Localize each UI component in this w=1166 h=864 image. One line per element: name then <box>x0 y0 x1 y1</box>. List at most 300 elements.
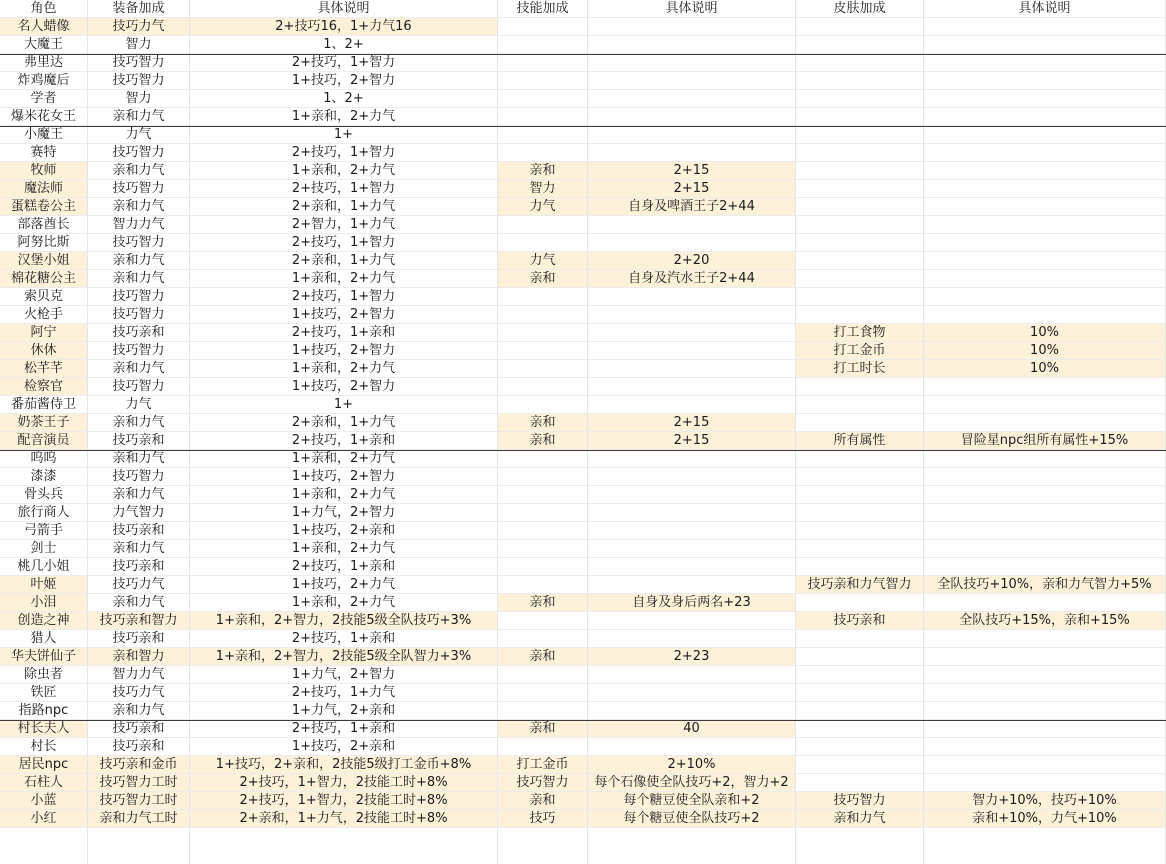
cell-skin-details[interactable] <box>924 630 1166 648</box>
cell-skin-bonus[interactable]: 亲和力气 <box>796 810 924 828</box>
cell-equipment-details[interactable]: 1+技巧，2+智力 <box>190 72 498 90</box>
cell-skill-bonus[interactable] <box>498 108 588 126</box>
cell-equipment-details[interactable]: 1+亲和，2+力气 <box>190 162 498 180</box>
cell-skin-details[interactable] <box>924 108 1166 126</box>
cell-role[interactable]: 番茄酱侍卫 <box>0 396 88 414</box>
cell-equipment-details[interactable]: 1+力气，2+智力 <box>190 504 498 522</box>
cell-skin-bonus[interactable] <box>796 378 924 396</box>
cell-equipment-bonus[interactable]: 技巧智力 <box>88 180 190 198</box>
cell-skill-details[interactable] <box>588 450 796 468</box>
cell-role[interactable]: 爆米花女王 <box>0 108 88 126</box>
cell-equipment-details[interactable]: 1+亲和，2+力气 <box>190 540 498 558</box>
cell-equipment-bonus[interactable]: 亲和力气 <box>88 540 190 558</box>
cell-skill-details[interactable] <box>588 18 796 36</box>
cell-equipment-details[interactable]: 2+技巧，1+智力 <box>190 54 498 72</box>
cell-skill-details[interactable] <box>588 684 796 702</box>
cell-skill-details[interactable]: 2+23 <box>588 648 796 666</box>
cell-skin-bonus[interactable]: 技巧智力 <box>796 792 924 810</box>
cell-skill-details[interactable] <box>588 666 796 684</box>
cell-equipment-bonus[interactable]: 技巧智力工时 <box>88 792 190 810</box>
cell-equipment-details[interactable]: 1+技巧，2+亲和 <box>190 738 498 756</box>
cell-skill-bonus[interactable]: 技巧 <box>498 810 588 828</box>
cell-skill-details[interactable] <box>588 468 796 486</box>
cell-skill-details[interactable] <box>588 396 796 414</box>
cell-skill-details[interactable] <box>588 738 796 756</box>
cell-skill-bonus[interactable] <box>498 126 588 144</box>
cell-skill-bonus[interactable] <box>498 522 588 540</box>
cell-equipment-details[interactable]: 1+亲和，2+力气 <box>190 108 498 126</box>
cell-role[interactable]: 奶茶王子 <box>0 414 88 432</box>
empty-cell[interactable] <box>0 828 88 864</box>
cell-equipment-details[interactable]: 2+技巧，1+亲和 <box>190 720 498 738</box>
header-cell-role[interactable]: 角色 <box>0 0 88 18</box>
cell-equipment-bonus[interactable]: 技巧智力 <box>88 54 190 72</box>
cell-skin-bonus[interactable] <box>796 594 924 612</box>
cell-skin-details[interactable] <box>924 396 1166 414</box>
cell-skin-details[interactable]: 智力+10%，技巧+10% <box>924 792 1166 810</box>
cell-skin-details[interactable] <box>924 180 1166 198</box>
cell-skin-details[interactable] <box>924 648 1166 666</box>
cell-skill-bonus[interactable]: 亲和 <box>498 432 588 450</box>
cell-role[interactable]: 小红 <box>0 810 88 828</box>
cell-role[interactable]: 牧师 <box>0 162 88 180</box>
cell-equipment-bonus[interactable]: 技巧智力 <box>88 144 190 162</box>
cell-role[interactable]: 呜呜 <box>0 450 88 468</box>
cell-skill-details[interactable] <box>588 306 796 324</box>
cell-equipment-details[interactable]: 1+技巧，2+亲和 <box>190 522 498 540</box>
cell-equipment-bonus[interactable]: 亲和力气 <box>88 414 190 432</box>
cell-equipment-bonus[interactable]: 技巧智力 <box>88 342 190 360</box>
cell-skin-details[interactable] <box>924 720 1166 738</box>
cell-skin-bonus[interactable] <box>796 108 924 126</box>
cell-skill-bonus[interactable] <box>498 54 588 72</box>
header-cell-equipment-bonus[interactable]: 装备加成 <box>88 0 190 18</box>
cell-skin-bonus[interactable] <box>796 162 924 180</box>
cell-skin-bonus[interactable] <box>796 414 924 432</box>
empty-cell[interactable] <box>588 828 796 864</box>
cell-equipment-details[interactable]: 1+技巧，2+智力 <box>190 378 498 396</box>
cell-skill-bonus[interactable] <box>498 504 588 522</box>
cell-skill-details[interactable]: 自身及汽水王子2+44 <box>588 270 796 288</box>
cell-role[interactable]: 村长夫人 <box>0 720 88 738</box>
cell-skin-bonus[interactable] <box>796 450 924 468</box>
cell-skin-details[interactable] <box>924 702 1166 720</box>
cell-skin-details[interactable] <box>924 252 1166 270</box>
cell-equipment-details[interactable]: 1+亲和，2+力气 <box>190 450 498 468</box>
cell-skin-details[interactable] <box>924 486 1166 504</box>
cell-equipment-details[interactable]: 1+力气，2+智力 <box>190 666 498 684</box>
cell-equipment-bonus[interactable]: 技巧智力 <box>88 288 190 306</box>
cell-skin-details[interactable] <box>924 198 1166 216</box>
cell-equipment-bonus[interactable]: 技巧亲和金币 <box>88 756 190 774</box>
cell-skin-details[interactable] <box>924 522 1166 540</box>
cell-skin-details[interactable] <box>924 540 1166 558</box>
cell-skill-details[interactable] <box>588 702 796 720</box>
cell-skill-bonus[interactable] <box>498 684 588 702</box>
header-cell-skin-details[interactable]: 具体说明 <box>924 0 1166 18</box>
cell-equipment-details[interactable]: 2+技巧，1+智力 <box>190 144 498 162</box>
cell-skill-bonus[interactable]: 亲和 <box>498 792 588 810</box>
cell-skin-details[interactable] <box>924 270 1166 288</box>
cell-role[interactable]: 骨头兵 <box>0 486 88 504</box>
cell-skin-bonus[interactable] <box>796 306 924 324</box>
cell-skill-bonus[interactable] <box>498 540 588 558</box>
cell-equipment-details[interactable]: 1+亲和，2+智力，2技能5级全队智力+3% <box>190 648 498 666</box>
cell-equipment-details[interactable]: 1+亲和，2+力气 <box>190 360 498 378</box>
cell-role[interactable]: 叶姬 <box>0 576 88 594</box>
cell-skill-bonus[interactable] <box>498 378 588 396</box>
cell-skill-details[interactable]: 自身及啤酒王子2+44 <box>588 198 796 216</box>
cell-skill-bonus[interactable]: 亲和 <box>498 162 588 180</box>
cell-skill-bonus[interactable] <box>498 612 588 630</box>
cell-role[interactable]: 创造之神 <box>0 612 88 630</box>
cell-skin-details[interactable] <box>924 450 1166 468</box>
cell-equipment-details[interactable]: 2+技巧，1+力气 <box>190 684 498 702</box>
empty-cell[interactable] <box>190 828 498 864</box>
cell-equipment-details[interactable]: 1+ <box>190 396 498 414</box>
cell-skin-bonus[interactable] <box>796 288 924 306</box>
cell-skill-details[interactable] <box>588 108 796 126</box>
cell-skill-bonus[interactable]: 亲和 <box>498 648 588 666</box>
cell-skill-bonus[interactable] <box>498 630 588 648</box>
cell-skill-bonus[interactable] <box>498 18 588 36</box>
cell-equipment-bonus[interactable]: 亲和力气 <box>88 360 190 378</box>
cell-skin-bonus[interactable] <box>796 180 924 198</box>
cell-equipment-details[interactable]: 2+技巧，1+亲和 <box>190 558 498 576</box>
cell-equipment-details[interactable]: 1、2+ <box>190 36 498 54</box>
cell-role[interactable]: 弓箭手 <box>0 522 88 540</box>
header-cell-equipment-details[interactable]: 具体说明 <box>190 0 498 18</box>
cell-skin-details[interactable] <box>924 774 1166 792</box>
cell-equipment-details[interactable]: 2+技巧，1+智力，2技能工时+8% <box>190 792 498 810</box>
cell-equipment-details[interactable]: 1+技巧，2+亲和，2技能5级打工金币+8% <box>190 756 498 774</box>
cell-role[interactable]: 指路npc <box>0 702 88 720</box>
cell-equipment-bonus[interactable]: 技巧亲和 <box>88 720 190 738</box>
cell-skin-details[interactable] <box>924 684 1166 702</box>
cell-equipment-bonus[interactable]: 亲和力气 <box>88 486 190 504</box>
cell-equipment-bonus[interactable]: 亲和力气工时 <box>88 810 190 828</box>
cell-equipment-bonus[interactable]: 力气智力 <box>88 504 190 522</box>
cell-role[interactable]: 大魔王 <box>0 36 88 54</box>
cell-role[interactable]: 阿努比斯 <box>0 234 88 252</box>
cell-skill-details[interactable] <box>588 324 796 342</box>
cell-skin-details[interactable]: 亲和+10%，力气+10% <box>924 810 1166 828</box>
cell-skin-bonus[interactable]: 打工食物 <box>796 324 924 342</box>
cell-equipment-details[interactable]: 1+力气，2+亲和 <box>190 702 498 720</box>
cell-equipment-bonus[interactable]: 亲和力气 <box>88 162 190 180</box>
cell-equipment-bonus[interactable]: 技巧亲和 <box>88 738 190 756</box>
cell-role[interactable]: 旅行商人 <box>0 504 88 522</box>
cell-skill-details[interactable] <box>588 360 796 378</box>
cell-role[interactable]: 村长 <box>0 738 88 756</box>
cell-skin-bonus[interactable] <box>796 648 924 666</box>
cell-equipment-details[interactable]: 2+亲和，1+力气 <box>190 414 498 432</box>
cell-equipment-details[interactable]: 1+亲和，2+力气 <box>190 270 498 288</box>
cell-skill-details[interactable] <box>588 54 796 72</box>
cell-skin-details[interactable] <box>924 306 1166 324</box>
cell-equipment-details[interactable]: 2+亲和，1+力气 <box>190 198 498 216</box>
cell-skill-bonus[interactable] <box>498 90 588 108</box>
cell-equipment-bonus[interactable]: 技巧智力工时 <box>88 774 190 792</box>
cell-skin-details[interactable] <box>924 72 1166 90</box>
cell-skill-details[interactable]: 每个糖豆使全队技巧+2 <box>588 810 796 828</box>
cell-skill-bonus[interactable]: 亲和 <box>498 594 588 612</box>
cell-equipment-bonus[interactable]: 技巧亲和智力 <box>88 612 190 630</box>
cell-skill-bonus[interactable] <box>498 72 588 90</box>
cell-skill-details[interactable]: 2+20 <box>588 252 796 270</box>
cell-equipment-details[interactable]: 2+技巧，1+智力 <box>190 288 498 306</box>
cell-role[interactable]: 汉堡小姐 <box>0 252 88 270</box>
empty-cell[interactable] <box>924 828 1166 864</box>
cell-skill-details[interactable]: 自身及身后两名+23 <box>588 594 796 612</box>
cell-skill-bonus[interactable] <box>498 288 588 306</box>
cell-skin-details[interactable] <box>924 234 1166 252</box>
empty-cell[interactable] <box>88 828 190 864</box>
cell-role[interactable]: 火枪手 <box>0 306 88 324</box>
cell-skin-bonus[interactable] <box>796 126 924 144</box>
cell-skin-bonus[interactable] <box>796 540 924 558</box>
cell-equipment-details[interactable]: 1+技巧，2+智力 <box>190 306 498 324</box>
cell-equipment-bonus[interactable]: 技巧亲和 <box>88 558 190 576</box>
cell-skin-bonus[interactable]: 打工时长 <box>796 360 924 378</box>
cell-role[interactable]: 学者 <box>0 90 88 108</box>
cell-role[interactable]: 阿宁 <box>0 324 88 342</box>
cell-skill-bonus[interactable] <box>498 324 588 342</box>
cell-equipment-details[interactable]: 2+技巧，1+亲和 <box>190 432 498 450</box>
cell-role[interactable]: 部落酋长 <box>0 216 88 234</box>
cell-skin-bonus[interactable] <box>796 36 924 54</box>
cell-skin-bonus[interactable]: 技巧亲和力气智力 <box>796 576 924 594</box>
cell-skin-details[interactable] <box>924 144 1166 162</box>
cell-role[interactable]: 蛋糕卷公主 <box>0 198 88 216</box>
cell-equipment-details[interactable]: 2+亲和，1+力气，2技能工时+8% <box>190 810 498 828</box>
cell-skin-details[interactable] <box>924 756 1166 774</box>
cell-skin-bonus[interactable] <box>796 234 924 252</box>
cell-skill-details[interactable] <box>588 378 796 396</box>
cell-skill-bonus[interactable]: 亲和 <box>498 270 588 288</box>
cell-role[interactable]: 赛特 <box>0 144 88 162</box>
cell-skin-details[interactable] <box>924 288 1166 306</box>
cell-equipment-details[interactable]: 1+技巧，2+智力 <box>190 342 498 360</box>
cell-skin-details[interactable] <box>924 162 1166 180</box>
cell-equipment-details[interactable]: 1+亲和，2+力气 <box>190 594 498 612</box>
cell-skin-details[interactable] <box>924 54 1166 72</box>
cell-skill-bonus[interactable] <box>498 306 588 324</box>
cell-equipment-bonus[interactable]: 亲和力气 <box>88 594 190 612</box>
cell-equipment-bonus[interactable]: 技巧智力 <box>88 378 190 396</box>
cell-equipment-details[interactable]: 2+智力，1+力气 <box>190 216 498 234</box>
empty-cell[interactable] <box>796 828 924 864</box>
cell-skin-details[interactable] <box>924 594 1166 612</box>
cell-role[interactable]: 石柱人 <box>0 774 88 792</box>
cell-skill-bonus[interactable] <box>498 342 588 360</box>
cell-skin-details[interactable]: 10% <box>924 324 1166 342</box>
cell-skill-bonus[interactable]: 力气 <box>498 198 588 216</box>
cell-skin-bonus[interactable]: 技巧亲和 <box>796 612 924 630</box>
cell-role[interactable]: 配音演员 <box>0 432 88 450</box>
cell-role[interactable]: 除虫者 <box>0 666 88 684</box>
cell-skill-bonus[interactable] <box>498 450 588 468</box>
cell-skin-bonus[interactable] <box>796 270 924 288</box>
cell-role[interactable]: 漆漆 <box>0 468 88 486</box>
cell-skin-bonus[interactable] <box>796 684 924 702</box>
cell-skill-details[interactable]: 2+10% <box>588 756 796 774</box>
cell-equipment-bonus[interactable]: 技巧智力 <box>88 234 190 252</box>
cell-equipment-bonus[interactable]: 亲和力气 <box>88 702 190 720</box>
cell-skill-details[interactable]: 2+15 <box>588 162 796 180</box>
cell-skin-bonus[interactable] <box>796 216 924 234</box>
cell-skill-bonus[interactable] <box>498 468 588 486</box>
cell-skin-bonus[interactable] <box>796 522 924 540</box>
cell-role[interactable]: 休休 <box>0 342 88 360</box>
cell-equipment-details[interactable]: 1+技巧，2+力气 <box>190 576 498 594</box>
cell-skin-details[interactable] <box>924 738 1166 756</box>
cell-skill-details[interactable] <box>588 126 796 144</box>
cell-skill-bonus[interactable] <box>498 486 588 504</box>
cell-skin-details[interactable] <box>924 414 1166 432</box>
cell-skin-details[interactable]: 10% <box>924 360 1166 378</box>
cell-skin-details[interactable] <box>924 126 1166 144</box>
cell-equipment-bonus[interactable]: 亲和力气 <box>88 198 190 216</box>
cell-skin-bonus[interactable] <box>796 666 924 684</box>
cell-skill-details[interactable] <box>588 612 796 630</box>
cell-role[interactable]: 魔法师 <box>0 180 88 198</box>
cell-skill-details[interactable] <box>588 216 796 234</box>
cell-skin-details[interactable] <box>924 18 1166 36</box>
cell-equipment-bonus[interactable]: 智力力气 <box>88 666 190 684</box>
cell-skill-bonus[interactable] <box>498 234 588 252</box>
cell-skin-details[interactable] <box>924 216 1166 234</box>
cell-skin-bonus[interactable] <box>796 738 924 756</box>
cell-skin-bonus[interactable] <box>796 468 924 486</box>
cell-role[interactable]: 松芊芊 <box>0 360 88 378</box>
cell-skin-bonus[interactable] <box>796 252 924 270</box>
cell-skill-bonus[interactable] <box>498 396 588 414</box>
cell-equipment-bonus[interactable]: 技巧力气 <box>88 684 190 702</box>
cell-skill-bonus[interactable] <box>498 702 588 720</box>
cell-skill-details[interactable]: 每个石像使全队技巧+2，智力+2 <box>588 774 796 792</box>
cell-skin-bonus[interactable] <box>796 486 924 504</box>
cell-skill-details[interactable] <box>588 630 796 648</box>
cell-role[interactable]: 猎人 <box>0 630 88 648</box>
cell-skill-bonus[interactable]: 亲和 <box>498 720 588 738</box>
cell-equipment-bonus[interactable]: 亲和力气 <box>88 252 190 270</box>
cell-skill-details[interactable] <box>588 234 796 252</box>
cell-role[interactable]: 小魔王 <box>0 126 88 144</box>
cell-skin-bonus[interactable] <box>796 558 924 576</box>
cell-skin-details[interactable] <box>924 90 1166 108</box>
cell-skin-bonus[interactable] <box>796 90 924 108</box>
cell-role[interactable]: 名人蜡像 <box>0 18 88 36</box>
cell-equipment-bonus[interactable]: 技巧亲和 <box>88 432 190 450</box>
cell-skill-bonus[interactable]: 亲和 <box>498 414 588 432</box>
cell-skill-details[interactable] <box>588 342 796 360</box>
cell-equipment-bonus[interactable]: 力气 <box>88 396 190 414</box>
cell-skin-bonus[interactable]: 打工金币 <box>796 342 924 360</box>
cell-skill-details[interactable] <box>588 486 796 504</box>
cell-skin-details[interactable]: 10% <box>924 342 1166 360</box>
cell-role[interactable]: 小蓝 <box>0 792 88 810</box>
cell-skin-details[interactable] <box>924 504 1166 522</box>
cell-role[interactable]: 炸鸡魔后 <box>0 72 88 90</box>
cell-skill-bonus[interactable] <box>498 36 588 54</box>
cell-skill-details[interactable]: 每个糖豆使全队亲和+2 <box>588 792 796 810</box>
cell-skin-bonus[interactable] <box>796 54 924 72</box>
cell-role[interactable]: 小泪 <box>0 594 88 612</box>
cell-equipment-details[interactable]: 2+技巧，1+亲和 <box>190 630 498 648</box>
cell-role[interactable]: 居民npc <box>0 756 88 774</box>
cell-skin-bonus[interactable] <box>796 720 924 738</box>
cell-equipment-details[interactable]: 2+技巧，1+智力 <box>190 234 498 252</box>
cell-equipment-bonus[interactable]: 技巧亲和 <box>88 522 190 540</box>
cell-role[interactable]: 剑士 <box>0 540 88 558</box>
cell-skin-details[interactable] <box>924 558 1166 576</box>
cell-skill-details[interactable] <box>588 576 796 594</box>
cell-skill-details[interactable] <box>588 540 796 558</box>
cell-skin-bonus[interactable] <box>796 630 924 648</box>
cell-skill-bonus[interactable] <box>498 666 588 684</box>
cell-equipment-bonus[interactable]: 技巧亲和 <box>88 324 190 342</box>
cell-skin-bonus[interactable] <box>796 72 924 90</box>
cell-skin-details[interactable]: 全队技巧+10%，亲和力气智力+5% <box>924 576 1166 594</box>
cell-equipment-bonus[interactable]: 技巧亲和 <box>88 630 190 648</box>
header-cell-skin-bonus[interactable]: 皮肤加成 <box>796 0 924 18</box>
cell-role[interactable]: 棉花糖公主 <box>0 270 88 288</box>
cell-skin-details[interactable] <box>924 36 1166 54</box>
cell-equipment-details[interactable]: 2+技巧，1+智力，2技能工时+8% <box>190 774 498 792</box>
cell-role[interactable]: 华夫饼仙子 <box>0 648 88 666</box>
cell-skill-details[interactable] <box>588 90 796 108</box>
cell-skill-bonus[interactable] <box>498 216 588 234</box>
cell-equipment-bonus[interactable]: 力气 <box>88 126 190 144</box>
cell-skin-details[interactable]: 全队技巧+15%，亲和+15% <box>924 612 1166 630</box>
cell-role[interactable]: 弗里达 <box>0 54 88 72</box>
cell-equipment-details[interactable]: 1、2+ <box>190 90 498 108</box>
cell-skill-details[interactable] <box>588 72 796 90</box>
cell-equipment-bonus[interactable]: 亲和智力 <box>88 648 190 666</box>
header-cell-skill-bonus[interactable]: 技能加成 <box>498 0 588 18</box>
cell-role[interactable]: 桃几小姐 <box>0 558 88 576</box>
cell-equipment-details[interactable]: 2+技巧，1+智力 <box>190 180 498 198</box>
cell-equipment-bonus[interactable]: 技巧智力 <box>88 72 190 90</box>
cell-skin-details[interactable] <box>924 666 1166 684</box>
cell-equipment-bonus[interactable]: 智力 <box>88 36 190 54</box>
cell-skill-details[interactable]: 2+15 <box>588 432 796 450</box>
cell-skill-details[interactable] <box>588 36 796 54</box>
cell-equipment-bonus[interactable]: 亲和力气 <box>88 270 190 288</box>
cell-skin-bonus[interactable] <box>796 144 924 162</box>
cell-equipment-bonus[interactable]: 智力力气 <box>88 216 190 234</box>
cell-skin-details[interactable] <box>924 468 1166 486</box>
cell-skin-bonus[interactable] <box>796 774 924 792</box>
cell-equipment-details[interactable]: 2+技巧16，1+力气16 <box>190 18 498 36</box>
cell-role[interactable]: 铁匠 <box>0 684 88 702</box>
cell-skill-details[interactable]: 40 <box>588 720 796 738</box>
cell-skill-bonus[interactable] <box>498 576 588 594</box>
cell-equipment-bonus[interactable]: 技巧力气 <box>88 576 190 594</box>
cell-equipment-details[interactable]: 1+ <box>190 126 498 144</box>
empty-rows-area[interactable] <box>0 828 1166 864</box>
cell-skin-details[interactable] <box>924 378 1166 396</box>
cell-equipment-bonus[interactable]: 智力 <box>88 90 190 108</box>
cell-skill-details[interactable] <box>588 504 796 522</box>
cell-skin-bonus[interactable] <box>796 702 924 720</box>
cell-skill-details[interactable] <box>588 558 796 576</box>
cell-equipment-bonus[interactable]: 亲和力气 <box>88 108 190 126</box>
cell-skin-bonus[interactable] <box>796 756 924 774</box>
header-cell-skill-details[interactable]: 具体说明 <box>588 0 796 18</box>
cell-skin-bonus[interactable]: 所有属性 <box>796 432 924 450</box>
